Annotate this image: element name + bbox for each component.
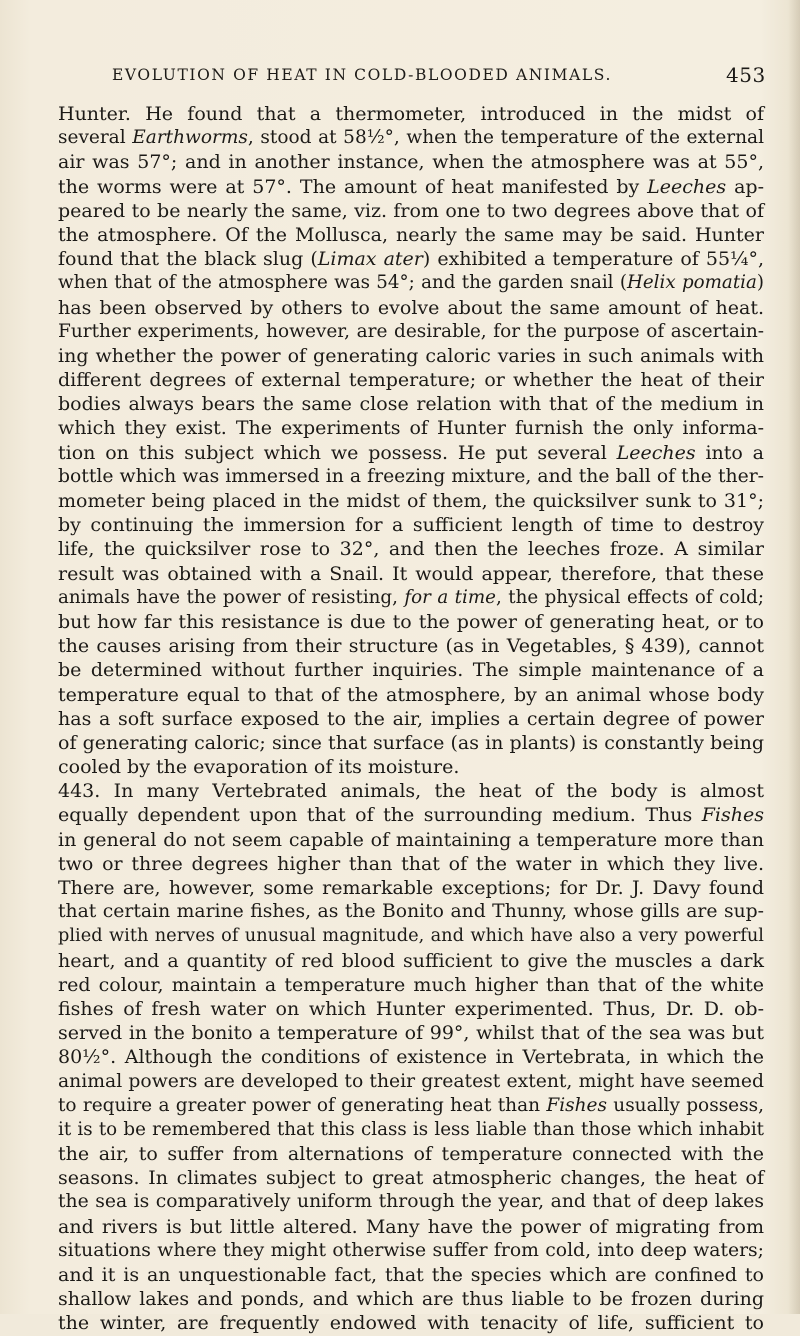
text-line: the sea is comparatively uniform through the year, and that of deep lakes — [58, 1191, 764, 1213]
text-line: which they exist. The experiments of Hunter furnish the only informa- — [58, 417, 764, 440]
text-line: temperature equal to that of the atmosphere, by an animal whose body — [58, 683, 764, 706]
text-line: two or three degrees higher than that of the water in which they live. — [58, 852, 764, 875]
text-line: red colour, maintain a temperature much higher than that of the white — [58, 973, 764, 996]
text-line: animal powers are developed to their greatest extent, might have seemed — [58, 1070, 764, 1092]
body-text — [58, 102, 764, 1336]
text-line: There are, however, some remarkable exceptions; for Dr. J. Davy found — [58, 877, 764, 899]
text-line: has a soft surface exposed to the air, implies a certain degree of power — [58, 707, 764, 730]
text-line: air was 57°; and in another instance, when the atmosphere was at 55°, — [58, 151, 764, 174]
text-line: shallow lakes and ponds, and which are thus liable to be frozen during — [58, 1288, 764, 1311]
text-line: peared to be nearly the same, viz. from one to two degrees above that of — [58, 199, 764, 222]
text-line: cooled by the evaporation of its moisture. — [58, 756, 460, 779]
page-number: 453 — [726, 63, 766, 87]
text-line: that certain marine fishes, as the Bonito and Thunny, whose gills are sup- — [58, 901, 764, 923]
text-line: fishes of fresh water on which Hunter experimented. Thus, Dr. D. ob- — [58, 997, 764, 1020]
page-header — [0, 63, 800, 100]
text-line: and it is an unquestionable fact, that the species which are confined to — [58, 1264, 764, 1286]
text-line: ing whether the power of generating caloric varies in such animals with — [58, 344, 764, 367]
text-line: seasons. In climates subject to great atmospheric changes, the heat of — [58, 1167, 764, 1190]
text-line: equally dependent upon that of the surrounding medium. Thus Fishes — [58, 804, 764, 827]
text-line: the winter, are frequently endowed with tenacity of life, sufficient to — [58, 1312, 764, 1335]
text-line: heart, and a quantity of red blood sufficient to give the muscles a dark — [58, 949, 764, 972]
text-line: has been observed by others to evolve about the same amount of heat. — [58, 296, 764, 319]
text-line: tion on this subject which we possess. He put several Leeches into a — [58, 441, 764, 464]
text-line: 443. In many Vertebrated animals, the heat of the body is almost — [58, 780, 764, 803]
text-line: found that the black slug (Limax ater) exhibited a temperature of 55¼°, — [58, 248, 764, 271]
text-line: the worms were at 57°. The amount of heat manifested by Leeches ap- — [58, 175, 764, 198]
text-line: several Earthworms, stood at 58½°, when the temperature of the external — [58, 127, 765, 149]
text-line: bodies always bears the same close relation with that of the medium in — [58, 393, 764, 416]
text-line: in general do not seem capable of maintaining a temperature more than — [58, 828, 764, 851]
text-line: animals have the power of resisting, for a time, the physical effects of cold; — [58, 586, 765, 608]
text-line: be determined without further inquiries. The simple maintenance of a — [58, 659, 764, 682]
text-line: to require a greater power of generating heat than Fishes usually possess, — [58, 1094, 765, 1116]
text-line: situations where they might otherwise suffer from cold, into deep waters; — [58, 1239, 764, 1261]
running-head: EVOLUTION OF HEAT IN COLD-BLOODED ANIMALS. — [112, 66, 612, 84]
page-edge-shadow — [788, 0, 800, 1314]
text-line: by continuing the immersion for a sufficient length of time to destroy — [58, 514, 764, 537]
text-line: Further experiments, however, are desirable, for the purpose of ascertain- — [58, 320, 764, 342]
text-line: different degrees of external temperature; or whether the heat of their — [58, 369, 764, 392]
text-line: bottle which was immersed in a freezing mixture, and the ball of the ther- — [58, 465, 764, 487]
text-line: the air, to suffer from alternations of temperature connected with the — [58, 1143, 764, 1166]
text-line: the causes arising from their structure (as in Vegetables, § 439), cannot — [58, 635, 764, 658]
text-line: 80½°. Although the conditions of existence in Vertebrata, in which the — [58, 1046, 764, 1069]
text-line: plied with nerves of unusual magnitude, and which have also a very powerful — [58, 926, 764, 947]
text-line: it is to be remembered that this class is less liable than those which inhabit — [58, 1118, 764, 1140]
text-line: mometer being placed in the midst of them, the quicksilver sunk to 31°; — [58, 490, 764, 512]
text-line: life, the quicksilver rose to 32°, and then the leeches froze. A similar — [58, 538, 764, 561]
text-line: result was obtained with a Snail. It would appear, therefore, that these — [58, 562, 764, 585]
text-line: Hunter. He found that a thermometer, introduced in the midst of — [58, 103, 764, 125]
text-line: and rivers is but little altered. Many have the power of migrating from — [58, 1215, 764, 1238]
text-line: the atmosphere. Of the Mollusca, nearly the same may be said. Hunter — [58, 223, 764, 246]
text-line: of generating caloric; since that surface (as in plants) is constantly being — [58, 731, 764, 754]
text-line: when that of the atmosphere was 54°; and the garden snail (Helix pomatia) — [58, 272, 764, 294]
text-line: served in the bonito a temperature of 99°, whilst that of the sea was but — [58, 1022, 764, 1045]
text-line: but how far this resistance is due to the power of generating heat, or to — [58, 610, 764, 633]
